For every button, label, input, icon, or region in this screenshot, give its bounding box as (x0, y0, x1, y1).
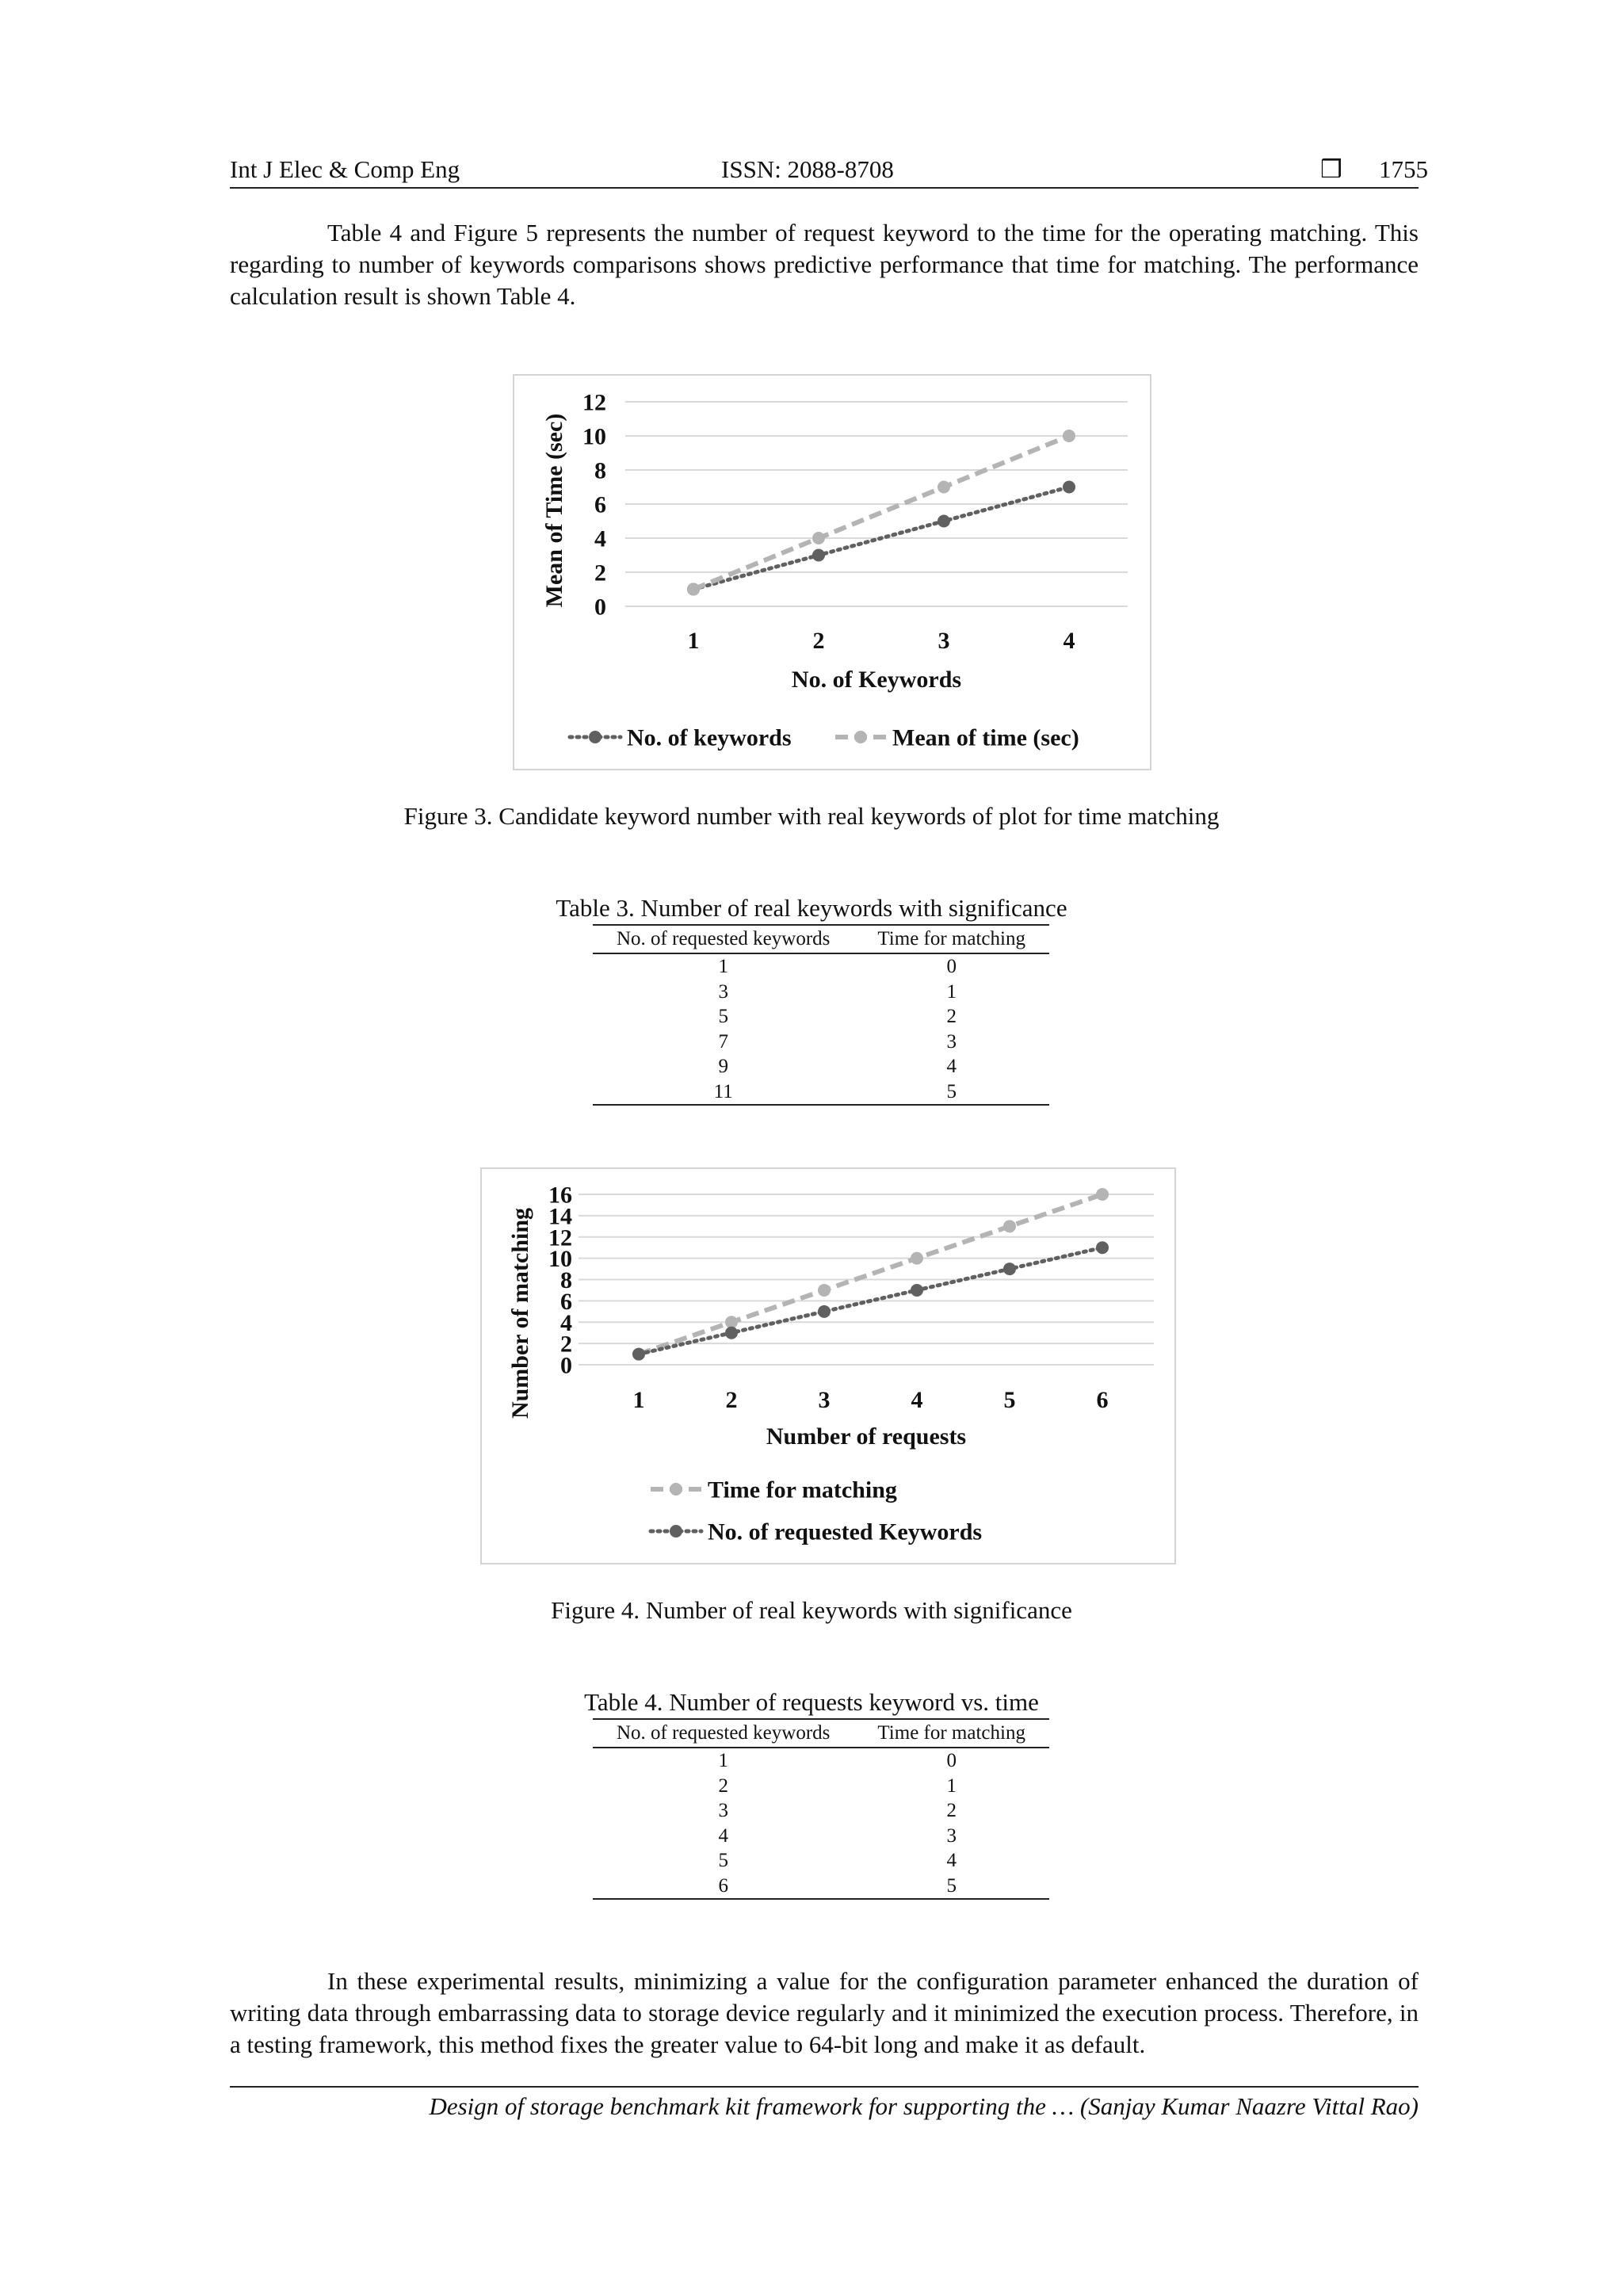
x-tick-label: 6 (1096, 1387, 1109, 1413)
data-point (1096, 1241, 1109, 1254)
journal-name: Int J Elec & Comp Eng (230, 155, 460, 183)
table-row (593, 1748, 1049, 1774)
series-line (639, 1194, 1102, 1354)
y-axis-title: Mean of Time (sec) (541, 413, 567, 608)
y-tick-label: 2 (594, 560, 606, 586)
page-number: 1755 (1379, 155, 1428, 183)
x-tick-label: 4 (1063, 628, 1075, 654)
table-cell: 1 (946, 980, 957, 1003)
table-cell: 6 (593, 1874, 854, 1900)
issn: ISSN: 2088-8708 (721, 155, 894, 183)
table-cell: 3 (718, 980, 728, 1003)
table-row (593, 1848, 1049, 1874)
x-tick-label: 5 (1003, 1387, 1016, 1413)
table-cell: 11 (593, 1079, 854, 1106)
table-cell: 2 (946, 1800, 957, 1822)
y-tick-label: 10 (548, 1246, 572, 1273)
series-line (693, 436, 1069, 590)
x-tick-label: 4 (911, 1387, 923, 1413)
y-tick-label: 0 (594, 594, 606, 621)
data-point (812, 549, 825, 562)
x-tick-label: 2 (812, 628, 825, 654)
table-cell: 3 (946, 1030, 957, 1052)
x-axis-title: No. of Keywords (791, 667, 962, 693)
table-header-row (593, 925, 1049, 953)
running-footer: Design of storage benchmark kit framework for supporting the … (Sanjay Kumar Naazre Vittal Rao) (429, 2092, 1419, 2120)
column-header: Time for matching (854, 1719, 1049, 1748)
table-cell: 2 (718, 1775, 728, 1797)
x-tick-label: 3 (818, 1387, 831, 1413)
data-point (938, 481, 950, 494)
column-header: No. of requested keywords (593, 925, 854, 953)
table-cell: 3 (718, 1800, 728, 1822)
table-cell: 5 (854, 1079, 1049, 1106)
table-row (593, 1054, 1049, 1079)
column-header: Time for matching (854, 925, 1049, 953)
y-tick-label: 10 (582, 423, 606, 450)
legend-marker (854, 731, 867, 743)
table-cell: 0 (946, 956, 957, 978)
y-tick-label: 12 (582, 389, 606, 416)
figure-3-caption: Figure 3. Candidate keyword number with real keywords of plot for time matching (403, 802, 1220, 830)
y-tick-label: 6 (560, 1288, 572, 1315)
table-cell: 2 (946, 1006, 957, 1028)
table-cell: 1 (718, 956, 728, 978)
data-point (1003, 1263, 1016, 1275)
figure-4-caption: Figure 4. Number of real keywords with significance (551, 1596, 1072, 1624)
y-tick-label: 4 (594, 525, 606, 552)
table-cell: 1 (946, 1775, 957, 1797)
y-tick-label: 0 (560, 1352, 572, 1379)
data-point (812, 532, 825, 544)
table-row (593, 1004, 1049, 1030)
legend-marker (670, 1483, 682, 1496)
data-point (632, 1348, 645, 1361)
y-tick-label: 6 (594, 491, 606, 518)
table-cell: 1 (718, 1750, 728, 1772)
table-row (593, 1798, 1049, 1824)
x-tick-label: 3 (938, 628, 950, 654)
x-axis-title: Number of requests (766, 1423, 967, 1450)
footer-rule (230, 2086, 1419, 2088)
intro-paragraph: Table 4 and Figure 5 represents the number of request keyword to the time for the operating matching. This regarding to number of keywords comparisons shows predictive performance that time for matching. The performance calculation result is shown Table 4. (230, 219, 1419, 310)
x-tick-label: 1 (632, 1387, 645, 1413)
x-tick-label: 1 (687, 628, 700, 654)
table-row (593, 1774, 1049, 1799)
data-point (818, 1284, 831, 1297)
table-cell: 5 (854, 1874, 1049, 1900)
table-cell: 9 (718, 1056, 728, 1078)
closing-paragraph: In these experimental results, minimizing a value for the configuration parameter enhanced the duration of writing data through embarrassing data to storage device regularly and it minimized the execution process. Therefore, in a testing framework, this method fixes the greater value to 64-bit long and make it as default. (230, 1967, 1419, 2058)
table-cell: 0 (946, 1750, 957, 1772)
data-point (687, 583, 700, 596)
legend-label: No. of requested Keywords (708, 1519, 983, 1545)
data-point (911, 1252, 923, 1265)
table-3 (593, 924, 1049, 1106)
y-tick-label: 4 (560, 1309, 572, 1336)
legend-marker (589, 731, 601, 743)
data-point (911, 1284, 923, 1297)
table-cell: 7 (718, 1030, 728, 1052)
y-axis-title: Number of matching (507, 1207, 533, 1419)
table-cell: 4 (718, 1824, 728, 1847)
legend-label: Mean of time (sec) (892, 724, 1079, 751)
data-point (1003, 1220, 1016, 1232)
legend-label: Time for matching (708, 1477, 897, 1503)
table-header-row (593, 1719, 1049, 1748)
data-point (818, 1305, 831, 1318)
table-row (593, 980, 1049, 1005)
table-row (593, 1079, 1049, 1106)
y-tick-label: 14 (548, 1203, 572, 1230)
table-cell: 5 (718, 1006, 728, 1028)
table-cell: 4 (946, 1850, 957, 1872)
y-tick-label: 16 (548, 1182, 572, 1209)
figure-4 (480, 1167, 1176, 1564)
y-tick-label: 8 (560, 1267, 572, 1293)
data-point (1063, 430, 1075, 442)
y-tick-label: 2 (560, 1331, 572, 1358)
y-tick-label: 12 (548, 1224, 572, 1251)
table-row (593, 1874, 1049, 1900)
table-4 (593, 1718, 1049, 1900)
legend-marker (670, 1525, 682, 1538)
data-point (1063, 481, 1075, 494)
table-row (593, 953, 1049, 980)
table-3-title: Table 3. Number of real keywords with significance (556, 894, 1067, 922)
header-rule (230, 187, 1419, 189)
column-header: No. of requested keywords (593, 1719, 854, 1748)
table-row (593, 1030, 1049, 1055)
page-marker-icon: ❒ (1320, 155, 1342, 183)
data-point (1096, 1188, 1109, 1201)
legend-label: No. of keywords (627, 724, 792, 751)
figure-4-chart (482, 1169, 1174, 1563)
data-point (938, 515, 950, 528)
table-row (593, 1824, 1049, 1849)
table-cell: 5 (718, 1850, 728, 1872)
figure-3-chart (514, 376, 1150, 769)
data-point (725, 1327, 738, 1339)
x-tick-label: 2 (725, 1387, 738, 1413)
y-tick-label: 8 (594, 457, 606, 484)
table-cell: 3 (946, 1824, 957, 1847)
figure-3 (513, 374, 1151, 770)
table-cell: 4 (946, 1056, 957, 1078)
table-4-title: Table 4. Number of requests keyword vs. time (584, 1688, 1039, 1716)
